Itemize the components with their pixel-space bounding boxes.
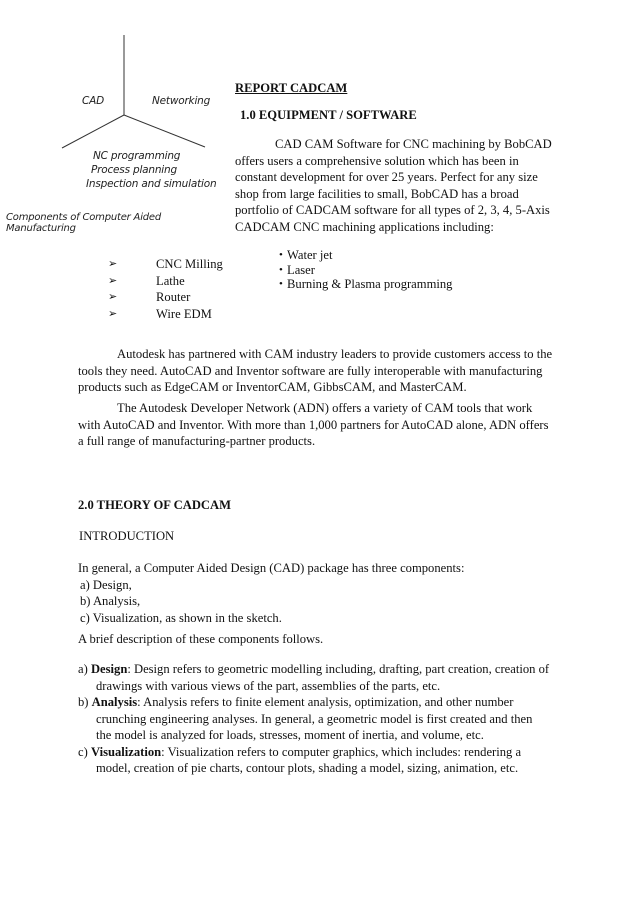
autodesk-line: products such as EdgeCAM or InventorCAM, GibbsCAM, and MasterCAM. xyxy=(78,380,467,394)
bobcad-line: constant development for over 25 years. Perfect for any size xyxy=(235,170,538,184)
definition-prefix: a) xyxy=(78,662,91,676)
adn-paragraph xyxy=(78,400,578,450)
diagram-label-cad: CAD xyxy=(82,95,104,107)
bobcad-line: CADCAM CNC machining applications including: xyxy=(235,219,494,234)
definition-term: Analysis xyxy=(91,695,138,709)
diagram-label-inspection: Inspection and simulation xyxy=(86,178,217,190)
arrow-bullet-icon: ➢ xyxy=(108,290,118,304)
list-item-label: Laser xyxy=(287,262,315,277)
list-item xyxy=(106,273,223,290)
list-item xyxy=(279,277,452,292)
dot-bullet-icon: • xyxy=(279,278,283,290)
component-item: a) Design, xyxy=(80,577,132,592)
definition-term: Visualization xyxy=(90,744,162,759)
autodesk-line: Autodesk has partnered with CAM industry leaders to provide customers access to the xyxy=(117,347,553,361)
bobcad-line: offers users a comprehensive solution which has been in xyxy=(235,153,519,168)
components-intro: In general, a Computer Aided Design (CAD) package has three components: xyxy=(78,561,465,575)
list-item-label: CNC Milling xyxy=(156,257,223,271)
report-title: REPORT CADCAM xyxy=(235,81,348,95)
list-item-label: Water jet xyxy=(287,248,333,262)
definition-prefix: c) xyxy=(78,744,91,759)
diagram-label-process-planning: Process planning xyxy=(91,164,177,176)
definition-text: model, creation of pie charts, contour plots, shading a model, sizing, animation, etc. xyxy=(96,761,519,775)
list-item xyxy=(106,306,223,323)
bobcad-line: shop from large facilities to small, BobCAD has a broad xyxy=(235,186,519,201)
diagram-line-right xyxy=(124,115,205,147)
definition-text: : Visualization refers to computer graphics, which includes: rendering a xyxy=(161,744,522,759)
diagram-label-networking: Networking xyxy=(152,95,211,107)
list-item-label: Router xyxy=(156,290,191,305)
components-block xyxy=(78,560,578,626)
list-item xyxy=(279,248,452,263)
list-item-label: Wire EDM xyxy=(156,306,212,321)
definition-text: : Analysis refers to finite element analysis, optimization, and other number xyxy=(137,695,514,709)
diagram-caption: Components of Computer Aided Manufacturing xyxy=(6,212,162,234)
diagram-label-nc-programming: NC programming xyxy=(93,150,181,162)
list-item-label: Lathe xyxy=(156,273,185,288)
definition-term: Design xyxy=(90,662,128,676)
autodesk-line: tools they need. AutoCAD and Inventor software are fully interoperable with manufacturing xyxy=(78,363,543,378)
adn-line: The Autodesk Developer Network (ADN) offers a variety of CAM tools that work xyxy=(117,401,533,415)
brief-description: A brief description of these components follows. xyxy=(78,632,324,646)
bobcad-line: portfolio of CADCAM software for all types of 2, 3, 4, 5-Axis xyxy=(235,203,550,217)
machining-list xyxy=(106,256,223,322)
application-list xyxy=(279,248,452,292)
arrow-bullet-icon: ➢ xyxy=(108,306,118,320)
section2-heading: 2.0 THEORY OF CADCAM xyxy=(78,498,232,512)
definition-text: the model is analyzed for loads, stresses, moment of inertia, and volume, etc. xyxy=(96,728,484,742)
component-item: b) Analysis, xyxy=(80,594,141,608)
dot-bullet-icon: • xyxy=(279,263,283,276)
component-item: c) Visualization, as shown in the sketch. xyxy=(80,610,282,625)
list-item xyxy=(106,289,223,306)
adn-line: with AutoCAD and Inventor. With more than 1,000 partners for AutoCAD alone, ADN offers xyxy=(78,417,549,432)
list-item xyxy=(106,256,223,273)
cam-components-diagram xyxy=(0,30,230,234)
definition-analysis xyxy=(78,694,588,744)
definition-prefix: b) xyxy=(78,695,92,709)
diagram-lines xyxy=(0,30,230,230)
definition-design xyxy=(78,661,588,694)
definitions-block xyxy=(78,661,588,777)
definition-text: drawings with various views of the part, assemblies of the parts, etc. xyxy=(96,678,441,693)
bobcad-line: CAD CAM Software for CNC machining by BobCAD xyxy=(275,137,552,151)
list-item-label: Burning & Plasma programming xyxy=(287,277,453,291)
diagram-line-left xyxy=(62,115,124,148)
autodesk-paragraph xyxy=(78,346,578,396)
arrow-bullet-icon: ➢ xyxy=(108,257,118,270)
dot-bullet-icon: • xyxy=(279,249,283,261)
adn-line: a full range of manufacturing-partner products. xyxy=(78,434,316,448)
bobcad-paragraph xyxy=(235,136,595,235)
arrow-bullet-icon: ➢ xyxy=(108,273,118,287)
definition-text: crunching engineering analyses. In general, a geometric model is first created and then xyxy=(96,711,533,726)
definition-text: : Design refers to geometric modelling including, drafting, part creation, creation of xyxy=(127,662,550,676)
definition-visualization xyxy=(78,744,588,777)
list-item xyxy=(279,263,452,278)
intro-heading: INTRODUCTION xyxy=(79,529,175,543)
section1-heading: 1.0 EQUIPMENT / SOFTWARE xyxy=(240,108,417,122)
